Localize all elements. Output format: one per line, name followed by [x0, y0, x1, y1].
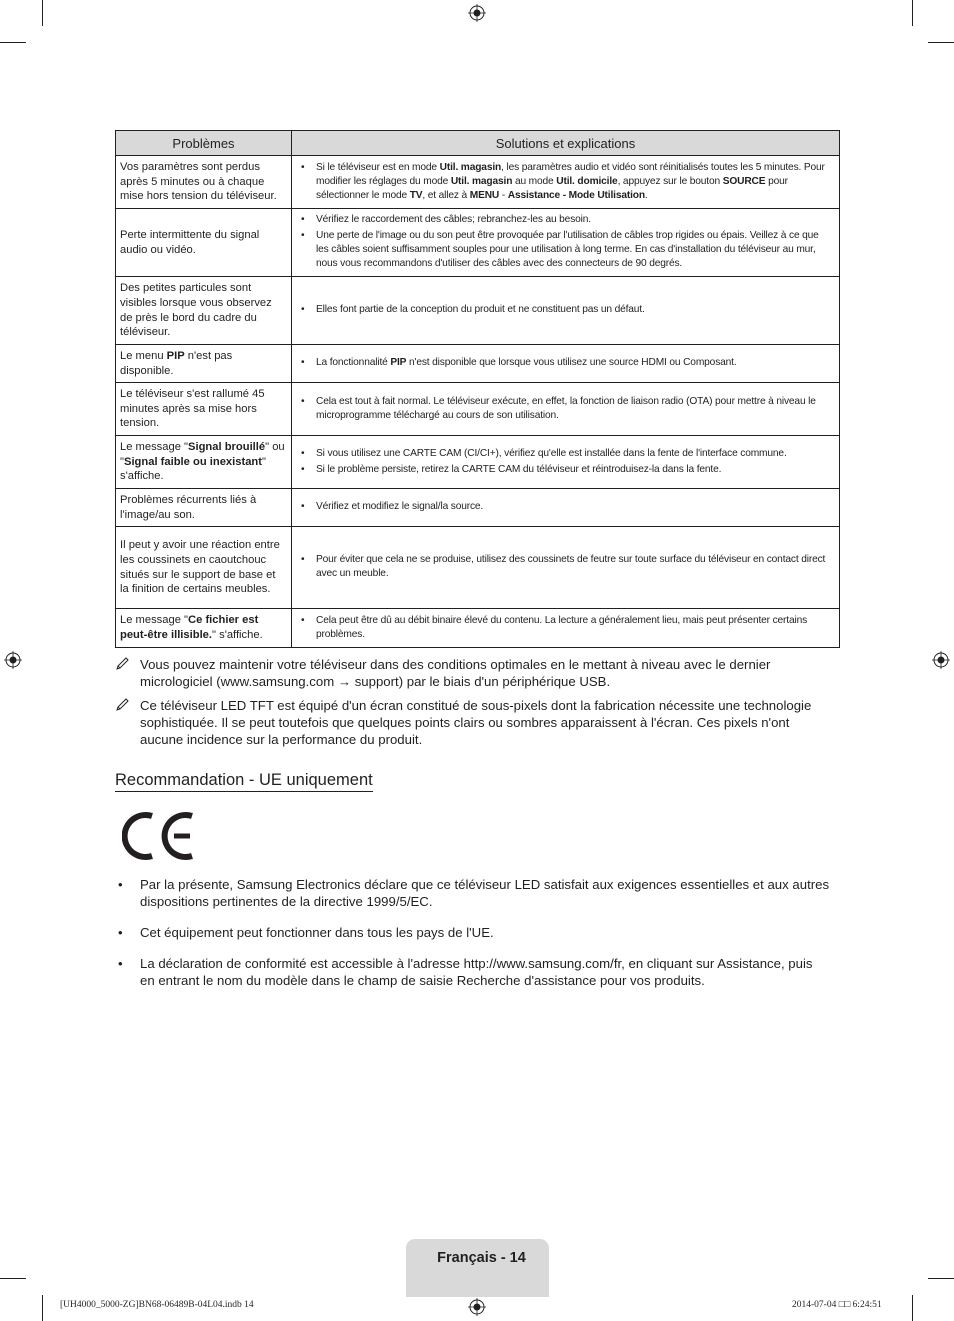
solution-item [301, 395, 833, 423]
bold-text: TV [409, 189, 423, 201]
text-run: Si le problème persiste, retirez la CARTE CAM du téléviseur et réintroduisez-la dans la fente. [316, 463, 722, 475]
text-run: Une perte de l'image ou du son peut être provoquée par l'utilisation de câbles trop rigides ou épais. Veillez à ce que les câbles soient suffisamment souples pour une utilisation à long terme. En cas d'installation du téléviseur au mur, nous vous recommandons d'utiliser des câbles avec des connecteurs de 90 degrés. [316, 230, 819, 269]
solution-cell [292, 209, 840, 277]
text-run: n'est disponible que lorsque vous utilisez une source HDMI ou Composant. [406, 357, 737, 368]
bold-text: SOURCE [722, 175, 766, 187]
solution-cell [292, 156, 840, 209]
crop-mark [0, 42, 26, 43]
table-row [116, 609, 840, 648]
bold-text: Util. domicile [556, 175, 618, 187]
table-row [116, 383, 840, 436]
problem-cell [116, 527, 292, 609]
table-row [116, 156, 840, 209]
text-run: Vérifiez et modifiez le signal/la source. [316, 501, 484, 512]
text-run: " s'affiche. [212, 629, 263, 641]
solution-list [301, 614, 833, 642]
solution-list [301, 213, 833, 271]
text-run: n'est pas disponible. [120, 349, 233, 377]
solution-cell [292, 345, 840, 383]
problem-cell [116, 609, 292, 648]
column-header-problems: Problèmes [116, 131, 292, 156]
solution-item [301, 447, 833, 461]
text-run: au mode [512, 175, 557, 187]
registration-mark-icon [4, 651, 22, 669]
solution-list [301, 161, 833, 203]
table-header-row [116, 131, 840, 156]
text-run: " s'affiche. [120, 455, 266, 483]
solution-cell [292, 436, 840, 489]
solution-item [301, 229, 833, 271]
solution-item [301, 213, 833, 227]
solution-item [301, 161, 833, 203]
pencil-note-icon [115, 697, 131, 713]
note-text: Vous pouvez maintenir votre téléviseur dans des conditions optimales en le mettant à niveau avec le dernier micrologiciel (www.samsung.com → support) par le biais d'un périphérique USB. [140, 657, 771, 689]
bold-text: MENU [469, 189, 500, 201]
list-item: • La déclaration de conformité est accessible à l'adresse http://www.samsung.com/fr, en cliquant sur Assistance, puis en entrant le nom du modèle dans le champ de saisie Recherche d'assistance pour vos produits. [115, 955, 830, 989]
text-run: Problèmes récurrents liés à l'image/au son. [120, 493, 257, 521]
problem-cell [116, 489, 292, 527]
solution-list [301, 395, 833, 423]
text-run: Le message " [120, 441, 189, 454]
crop-mark [42, 1295, 43, 1321]
pencil-note-icon [115, 656, 131, 672]
text-run: . [644, 189, 648, 201]
solution-list [301, 553, 833, 581]
print-slug-file: [UH4000_5000-ZG]BN68-06489B-04L04.indb 14 [60, 1300, 254, 1310]
list-item: • Par la présente, Samsung Electronics déclare que ce téléviseur LED satisfait aux exigences essentielles et aux autres dispositions pertinentes de la directive 1999/5/EC. [115, 876, 830, 910]
solution-item [301, 463, 833, 477]
text-run: Le message " [120, 614, 189, 627]
text-run: , et allez à [422, 189, 470, 201]
bold-text: PIP [166, 349, 185, 362]
solution-item [301, 303, 833, 317]
solution-item [301, 614, 833, 642]
text-run: Des petites particules sont visibles lorsque vous observez de près le bord du cadre du téléviseur. [120, 282, 272, 339]
registration-mark-icon [468, 1298, 486, 1316]
crop-mark [928, 42, 954, 43]
text-run: - [499, 189, 508, 201]
page-label: Français - 14 [437, 1250, 526, 1266]
text-run: " ou " [120, 441, 285, 468]
problem-cell [116, 345, 292, 383]
table-row [116, 436, 840, 489]
bold-text: Ce fichier est peut-être illisible. [120, 614, 259, 641]
text-run: Si vous utilisez une CARTE CAM (CI/CI+), vérifiez qu'elle est installée dans la fente de l'interface commune. [316, 447, 787, 459]
text-run: , les paramètres audio et vidéo sont réinitialisés toutes les 5 minutes. Pour modifier les réglages du mode [316, 161, 825, 187]
text-run: Pour éviter que cela ne se produise, utilisez des coussinets de feutre sur toute surface du téléviseur en contact direct avec un meuble. [316, 554, 826, 579]
text-run: , appuyez sur le bouton [617, 175, 723, 187]
table-row [116, 277, 840, 345]
table-row [116, 209, 840, 277]
solution-item [301, 553, 833, 581]
solution-cell [292, 277, 840, 345]
solution-cell [292, 383, 840, 436]
text-run: pour sélectionner le mode [316, 175, 788, 201]
solution-list [301, 447, 833, 477]
solution-cell [292, 609, 840, 648]
problem-cell [116, 383, 292, 436]
note [115, 697, 835, 748]
note [115, 656, 835, 690]
note-text: Ce téléviseur LED TFT est équipé d'un écran constitué de sous-pixels dont la fabrication nécessite une technologie sophistiquée. Il se peut toutefois que quelques points clairs ou sombres apparaissent à l'écran. Ces pixels n'ont aucune incidence sur la performance du produit. [140, 698, 812, 747]
solution-cell [292, 489, 840, 527]
solution-list [301, 356, 833, 370]
registration-mark-icon [468, 4, 486, 22]
bold-text: Assistance - Mode Utilisation [507, 189, 645, 201]
text-run: Cela peut être dû au débit binaire élevé du contenu. La lecture a généralement lieu, mais peut présenter certains problèmes. [316, 614, 808, 640]
print-slug-date: 2014-07-04 □□ 6:24:51 [792, 1300, 882, 1310]
solution-item [301, 356, 833, 370]
bold-text: Signal faible ou inexistant [123, 455, 262, 468]
text-run: Le menu [120, 349, 167, 362]
solution-item [301, 500, 833, 514]
table-body [116, 156, 840, 648]
crop-mark [0, 1278, 26, 1279]
text-run: Elles font partie de la conception du produit et ne constituent pas un défaut. [316, 304, 645, 315]
page-number-tab [406, 1239, 549, 1297]
crop-mark [42, 0, 43, 26]
column-header-solutions: Solutions et explications [292, 131, 840, 156]
crop-mark [928, 1278, 954, 1279]
problem-cell [116, 156, 292, 209]
table-row [116, 489, 840, 527]
problem-cell [116, 277, 292, 345]
bold-text: Util. magasin [450, 175, 513, 187]
troubleshooting-table [115, 130, 840, 648]
text-run: Le téléviseur s'est rallumé 45 minutes après sa mise hors tension. [120, 388, 265, 430]
text-run: La fonctionnalité [316, 357, 391, 368]
ce-mark-logo [122, 810, 196, 862]
notes [115, 656, 835, 755]
text-run: Si le téléviseur est en mode [316, 161, 440, 173]
list-item: • Cet équipement peut fonctionner dans tous les pays de l'UE. [115, 924, 830, 941]
problem-cell [116, 436, 292, 489]
bold-text: Util. magasin [439, 161, 502, 173]
registration-mark-icon [932, 651, 950, 669]
text-run: Vérifiez le raccordement des câbles; rebranchez-les au besoin. [316, 214, 591, 225]
table-row [116, 527, 840, 609]
crop-mark [912, 1295, 913, 1321]
solution-list [301, 303, 833, 317]
compliance-bullets [115, 876, 830, 1003]
text-run: Perte intermittente du signal audio ou vidéo. [120, 228, 260, 256]
bold-text: PIP [390, 357, 407, 368]
table-row [116, 345, 840, 383]
bold-text: Signal brouillé [188, 441, 266, 454]
crop-mark [912, 0, 913, 26]
solution-list [301, 500, 833, 514]
text-run: Cela est tout à fait normal. Le téléviseur exécute, en effet, la fonction de liaison radio (OTA) pour mettre à niveau le microprogramme téléchargé au cours de son utilisation. [316, 395, 816, 421]
problem-cell [116, 209, 292, 277]
text-run: Vos paramètres sont perdus après 5 minutes ou à chaque mise hors tension du téléviseur. [120, 161, 277, 203]
text-run: Il peut y avoir une réaction entre les coussinets en caoutchouc situés sur le support de base et la finition de certains meubles. [120, 539, 280, 596]
section-heading: Recommandation - UE uniquement [115, 770, 373, 792]
solution-cell [292, 527, 840, 609]
